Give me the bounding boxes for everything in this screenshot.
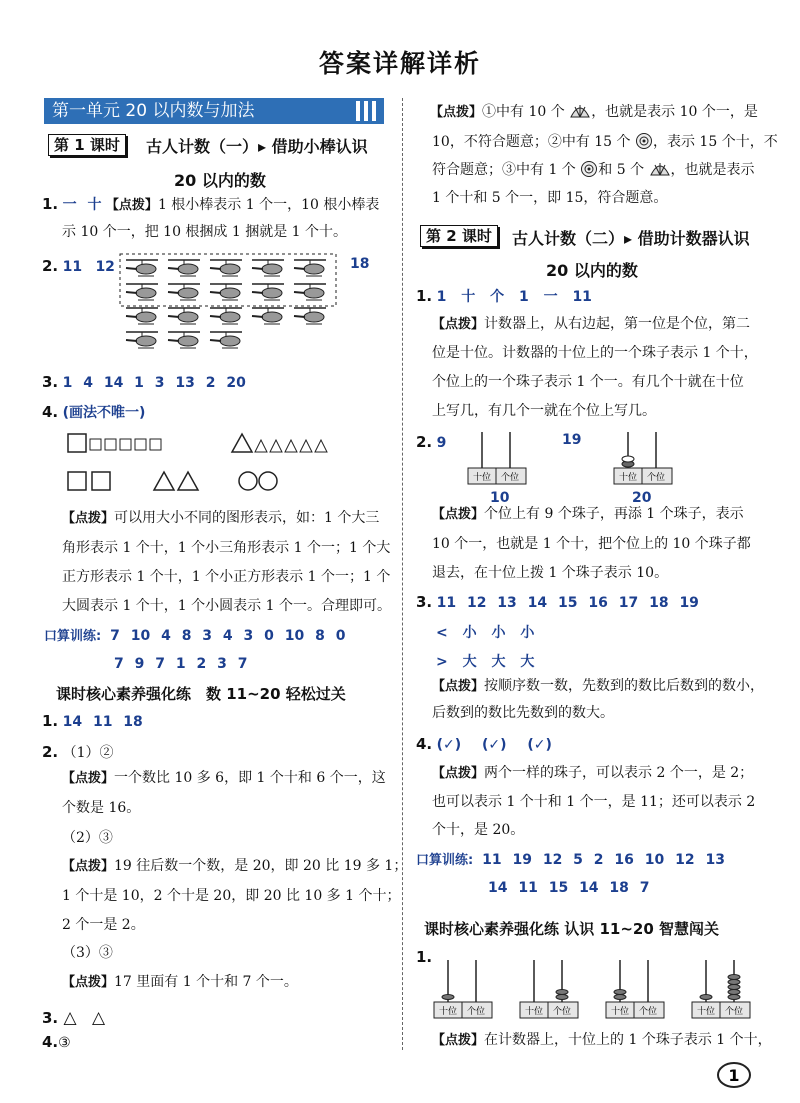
abacus-icon — [606, 960, 664, 1018]
helicopter-icon — [252, 308, 284, 324]
helicopter-icon — [210, 332, 242, 348]
unit-banner — [44, 98, 384, 124]
small-triangle-icon — [315, 440, 327, 452]
lesson1-title-line1: 古人计数（一）▸ 借助小棒认识 — [146, 137, 368, 156]
right-q3-tip-line2: 后数到的数比先数到的数大。 — [432, 705, 614, 721]
right-top-tip-line4: 1 个十和 5 个一，即 15，符合题意。 — [432, 190, 668, 206]
abacus-tens-label: 十位 — [438, 1007, 458, 1017]
right-c1-num: 1. — [416, 948, 433, 966]
triangle-icon — [154, 472, 174, 490]
small-square-icon — [150, 439, 161, 450]
unit-banner-text: 第一单元 20 以内数与加法 — [52, 101, 255, 121]
svg-text:个位: 个位 — [646, 473, 666, 483]
right-q4-tip-line2: 也可以表示 1 个十和 1 个一，是 11；还可以表示 2 — [432, 794, 756, 810]
left-q2-answer-18: 18 — [350, 256, 370, 272]
right-q2-tip-line3: 退去，在十位上拨 1 个珠子表示 10。 — [432, 565, 669, 581]
small-triangle-icon — [270, 440, 282, 452]
shell-icon — [569, 103, 591, 119]
right-q3: 3. 11 12 13 14 15 16 17 18 19 — [416, 593, 699, 611]
right-q1: 1. 1 十 个 1 一 11 — [416, 287, 592, 305]
left-c2-p1: 2. （1）② — [42, 743, 114, 761]
right-q1-tip-line4: 上写几，有几个一就在个位上写几。 — [432, 403, 656, 419]
abacus-ones-label: 个位 — [638, 1007, 658, 1017]
right-core-title: 课时核心素养强化练 认识 11~20 智慧闯关 — [424, 920, 719, 938]
right-q2-answer-19: 19 — [562, 432, 582, 448]
abacus-tens-label: 十位 — [696, 1007, 716, 1017]
left-q1: 1. 一 十 【点拨】1 根小棒表示 1 个一，10 根小棒表 — [42, 195, 380, 213]
abacus-icon — [434, 960, 492, 1018]
right-q2: 2. 9 — [416, 433, 447, 451]
page-number-badge — [716, 1060, 752, 1090]
small-square-icon — [135, 439, 146, 450]
snail-shell-icon — [580, 160, 598, 178]
helicopter-icon — [168, 332, 200, 348]
right-q1-tip-line2: 位是十位。计数器的十位上的一个珠子表示 1 个十， — [432, 345, 758, 361]
small-square-icon — [105, 439, 116, 450]
left-c2-p3: （3）③ — [62, 945, 113, 961]
svg-text:个位: 个位 — [500, 473, 520, 483]
helicopter-icon — [126, 308, 158, 324]
right-c1-tip-line1: 【点拨】在计数器上，十位上的 1 个珠子表示 1 个十， — [432, 1032, 772, 1048]
helicopter-icon — [126, 284, 158, 300]
left-c3: 3. △ △ — [42, 1008, 106, 1028]
right-q2-answer-10: 10 — [490, 490, 510, 506]
helicopter-icon — [126, 332, 158, 348]
abacus-19 — [612, 430, 674, 486]
abacus-icon — [520, 960, 578, 1018]
small-triangle-icon — [285, 440, 297, 452]
right-q2-tip-line1: 【点拨】个位上有 9 个珠子，再添 1 个珠子，表示 — [432, 506, 744, 522]
abacus-tens-label: 十位 — [610, 1007, 630, 1017]
small-square-icon — [90, 439, 101, 450]
page-title: 答案详解详析 — [318, 49, 481, 78]
left-q2: 2. 11 12 — [42, 257, 115, 275]
left-c2-tip2-line2: 1 个十是 10，2 个十是 20，即 20 比 10 多 1 个十； — [62, 888, 401, 904]
triangle-icon — [178, 472, 198, 490]
helicopter-icon — [210, 308, 242, 324]
helicopter-icon — [210, 260, 242, 276]
left-q4-tip-line3: 正方形表示 1 个十，1 个小正方形表示 1 个一；1 个 — [62, 569, 391, 585]
shell-icon — [649, 161, 671, 177]
right-q1-tip-line3: 个位上的一个珠子表示 1 个一。有几个十就在十位 — [432, 374, 744, 390]
abacus-tens-label: 十位 — [524, 1007, 544, 1017]
left-q4: 4. (画法不唯一) — [42, 403, 146, 421]
right-q2-answer-20: 20 — [632, 490, 652, 506]
page-number: 1 — [728, 1066, 740, 1085]
helicopter-icon — [126, 260, 158, 276]
helicopter-icon — [210, 284, 242, 300]
right-q3-row2: < 小 小 小 — [436, 625, 535, 641]
small-triangle-icon — [255, 440, 267, 452]
right-q4-tip-line3: 个十，是 20。 — [432, 822, 525, 838]
right-q2-tip-line2: 10 个一，也就是 1 个十，把个位上的 10 个珠子都 — [432, 536, 751, 552]
helicopter-icon — [168, 308, 200, 324]
left-q3: 3. 1 4 14 1 3 13 2 20 — [42, 373, 246, 391]
left-oral-row1: 口算训练: 7 10 4 8 3 4 3 0 10 8 0 — [44, 628, 346, 644]
right-top-tip-line2: 10，不符合题意；②中有 15 个 ，表示 15 个十，不 — [432, 134, 778, 150]
left-c1: 1. 14 11 18 — [42, 712, 143, 730]
right-q3-row3: > 大 大 大 — [436, 654, 535, 670]
big-square-icon — [68, 434, 86, 452]
four-abacus-figure — [432, 958, 762, 1024]
right-q4-tip-line1: 【点拨】两个一样的珠子，可以表示 2 个一，是 2； — [432, 765, 754, 781]
helicopter-icon — [168, 260, 200, 276]
small-triangle-icon — [300, 440, 312, 452]
circle-icon — [259, 472, 277, 490]
left-q4-tip-line1: 【点拨】可以用大小不同的图形表示，如：1 个大三 — [62, 510, 380, 526]
lesson2-title-line2: 20 以内的数 — [546, 261, 638, 280]
square-icon — [92, 472, 110, 490]
square-icon — [68, 472, 86, 490]
right-oral-row1: 口算训练: 11 19 12 5 2 16 10 12 13 — [416, 852, 725, 868]
left-c2-tip3: 【点拨】17 里面有 1 个十和 7 个一。 — [62, 974, 298, 990]
right-top-tip-line3: 符合题意；③中有 1 个 和 5 个 ，也就是表示 — [432, 162, 755, 178]
right-q1-tip-line1: 【点拨】计数器上，从右边起，第一位是个位，第二 — [432, 316, 751, 332]
abacus-icon — [692, 960, 750, 1018]
lesson2-title-line1: 古人计数（二）▸ 借助计数器认识 — [512, 229, 750, 248]
helicopter-figure — [118, 252, 342, 356]
snail-shell-icon — [635, 132, 653, 150]
small-square-icon — [120, 439, 131, 450]
left-oral-row2: 7 9 7 1 2 3 7 — [114, 656, 248, 672]
left-q4-tip-line4: 大圆表示 1 个十，1 个小圆表示 1 个一。合理即可。 — [62, 598, 391, 614]
column-divider — [402, 98, 403, 1050]
right-oral-row2: 14 11 15 14 18 7 — [488, 880, 650, 896]
banner-stripes — [356, 101, 378, 121]
left-core-title: 课时核心素养强化练 数 11~20 轻松过关 — [56, 685, 346, 703]
right-q4: 4. (✓) (✓) (✓) — [416, 735, 552, 753]
left-c2-tip2-line1: 【点拨】19 往后数一个数，是 20，即 20 比 19 多 1； — [62, 858, 408, 874]
right-q3-tip-line1: 【点拨】按顺序数一数，先数到的数比后数到的数小， — [432, 678, 765, 694]
helicopter-icons — [126, 260, 326, 348]
svg-text:十位: 十位 — [472, 473, 492, 483]
shapes-figure — [66, 432, 336, 496]
svg-text:十位: 十位 — [618, 473, 638, 483]
abacus-group — [434, 960, 750, 1018]
left-c2-tip1-line1: 【点拨】一个数比 10 多 6，即 1 个十和 6 个一，这 — [62, 770, 386, 786]
right-top-tip-line1: 【点拨】①中有 10 个 ，也就是表示 10 个一，是 — [430, 104, 758, 120]
helicopter-icon — [168, 284, 200, 300]
helicopter-icon — [252, 260, 284, 276]
abacus-ones-label: 个位 — [724, 1007, 744, 1017]
big-triangle-icon — [232, 434, 252, 452]
helicopter-icon — [294, 260, 326, 276]
abacus-9 — [466, 430, 528, 486]
left-q1-line2: 示 10 个一，把 10 根捆成 1 捆就是 1 个十。 — [62, 224, 348, 240]
lesson1-tag: 第 1 课时 — [48, 134, 126, 156]
lesson2-tag: 第 2 课时 — [420, 225, 498, 247]
helicopter-icon — [294, 308, 326, 324]
circle-icon — [239, 472, 257, 490]
left-c4: 4.③ — [42, 1033, 71, 1051]
left-q4-tip-line2: 角形表示 1 个十，1 个小三角形表示 1 个一；1 个大 — [62, 540, 391, 556]
lesson1-title-line2: 20 以内的数 — [174, 171, 266, 190]
left-c2-tip1-line2: 个数是 16。 — [62, 800, 141, 816]
helicopter-icon — [294, 284, 326, 300]
abacus-ones-label: 个位 — [552, 1007, 572, 1017]
helicopter-icon — [252, 284, 284, 300]
left-c2-tip2-line3: 2 个一是 2。 — [62, 917, 145, 933]
abacus-ones-label: 个位 — [466, 1007, 486, 1017]
left-c2-p2: （2）③ — [62, 830, 113, 846]
